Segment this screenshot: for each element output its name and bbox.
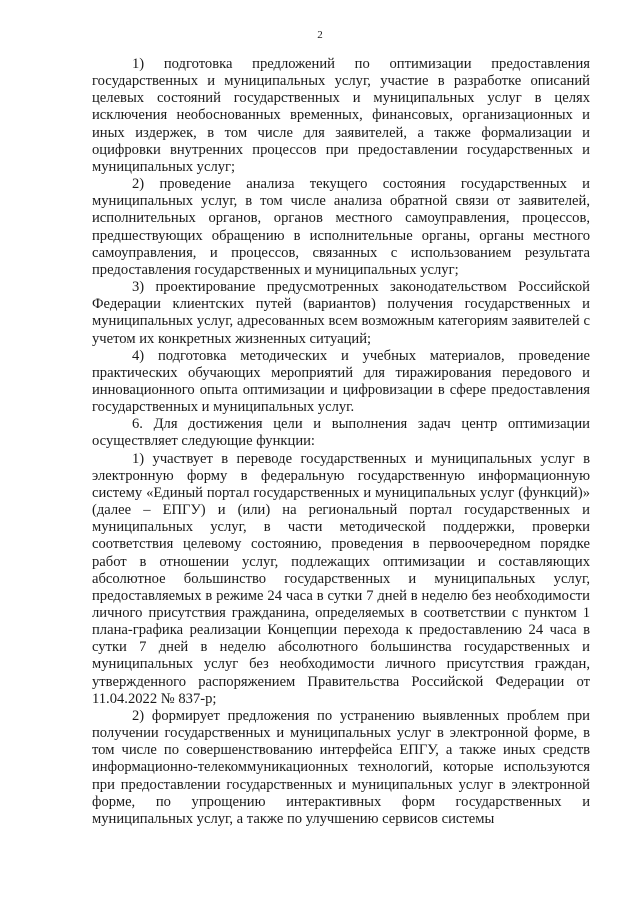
- paragraph-section-6-functions: 6. Для достижения цели и выполнения задач центр оптимизации осуществляет следующие функции:: [92, 416, 590, 450]
- document-body: [92, 56, 590, 828]
- paragraph-optimization-proposals: 1) подготовка предложений по оптимизации предоставления государственных и муниципальных услуг, участие в разработке описаний целевых состояний государственных и муниципальных услуг в целях исключения необоснованных временных, финансовых, организационных и иных издержек, в том числе для заявителей, а также формализации и оцифровки внутренних процессов при предоставлении государственных и муниципальных услуг;: [92, 56, 590, 175]
- paragraph-electronic-transfer: 1) участвует в переводе государственных и муниципальных услуг в электронную форму в федеральную государственную информационную систему «Единый портал государственных и муниципальных услуг (функций)» (далее – ЕПГУ) и (или) на региональный портал государственных и муниципальных услуг, в части методической поддержки, проверки соответствия целевому состоянию, проведения в первоочередном порядке работ в отношении услуг, подлежащих оптимизации и составляющих абсолютное большинство государственных и муниципальных услуг, предоставляемых в режиме 24 часа в сутки 7 дней в неделю без необходимости личного присутствия гражданина, определяемых в соответствии с пунктом 1 плана-графика реализации Концепции перехода к предоставлению 24 часа в сутки 7 дней в неделю абсолютного большинства государственных и муниципальных услуг без необходимости личного присутствия граждан, утвержденного распоряжением Правительства Российской Федерации от 11.04.2022 № 837-р;: [92, 450, 590, 707]
- paragraph-problem-elimination: 2) формирует предложения по устранению выявленных проблем при получении государственных и муниципальных услуг в электронной форме, в том числе по совершенствованию интерфейса ЕПГУ, а также иных средств информационно-телекоммуникационных технологий, которые используются при предоставлении государственных и муниципальных услуг в электронной форме, по упрощению интерактивных форм государственных и муниципальных услуг, а также по улучшению сервисов системы: [92, 707, 590, 827]
- paragraph-current-state-analysis: 2) проведение анализа текущего состояния государственных и муниципальных услуг, в том числе анализа обратной связи от заявителей, исполнительных органов, органов местного самоуправления, процессов, предшествующих обращению в исполнительные органы, органы местного самоуправления, и процессов, связанных с использованием результата предоставления государственных и муниципальных услуг;: [92, 176, 590, 278]
- page-number: 2: [317, 29, 323, 41]
- paragraph-methodical-materials: 4) подготовка методических и учебных материалов, проведение практических обучающих мероприятий для тиражирования передового и инновационного опыта оптимизации и цифровизации в сфере предоставления государственных и муниципальных услуг.: [92, 347, 590, 416]
- paragraph-client-paths-design: 3) проектирование предусмотренных законодательством Российской Федерации клиентских путей (вариантов) получения государственных и муниципальных услуг, адресованных всем возможным категориям заявителей с учетом их конкретных жизненных ситуаций;: [92, 279, 590, 347]
